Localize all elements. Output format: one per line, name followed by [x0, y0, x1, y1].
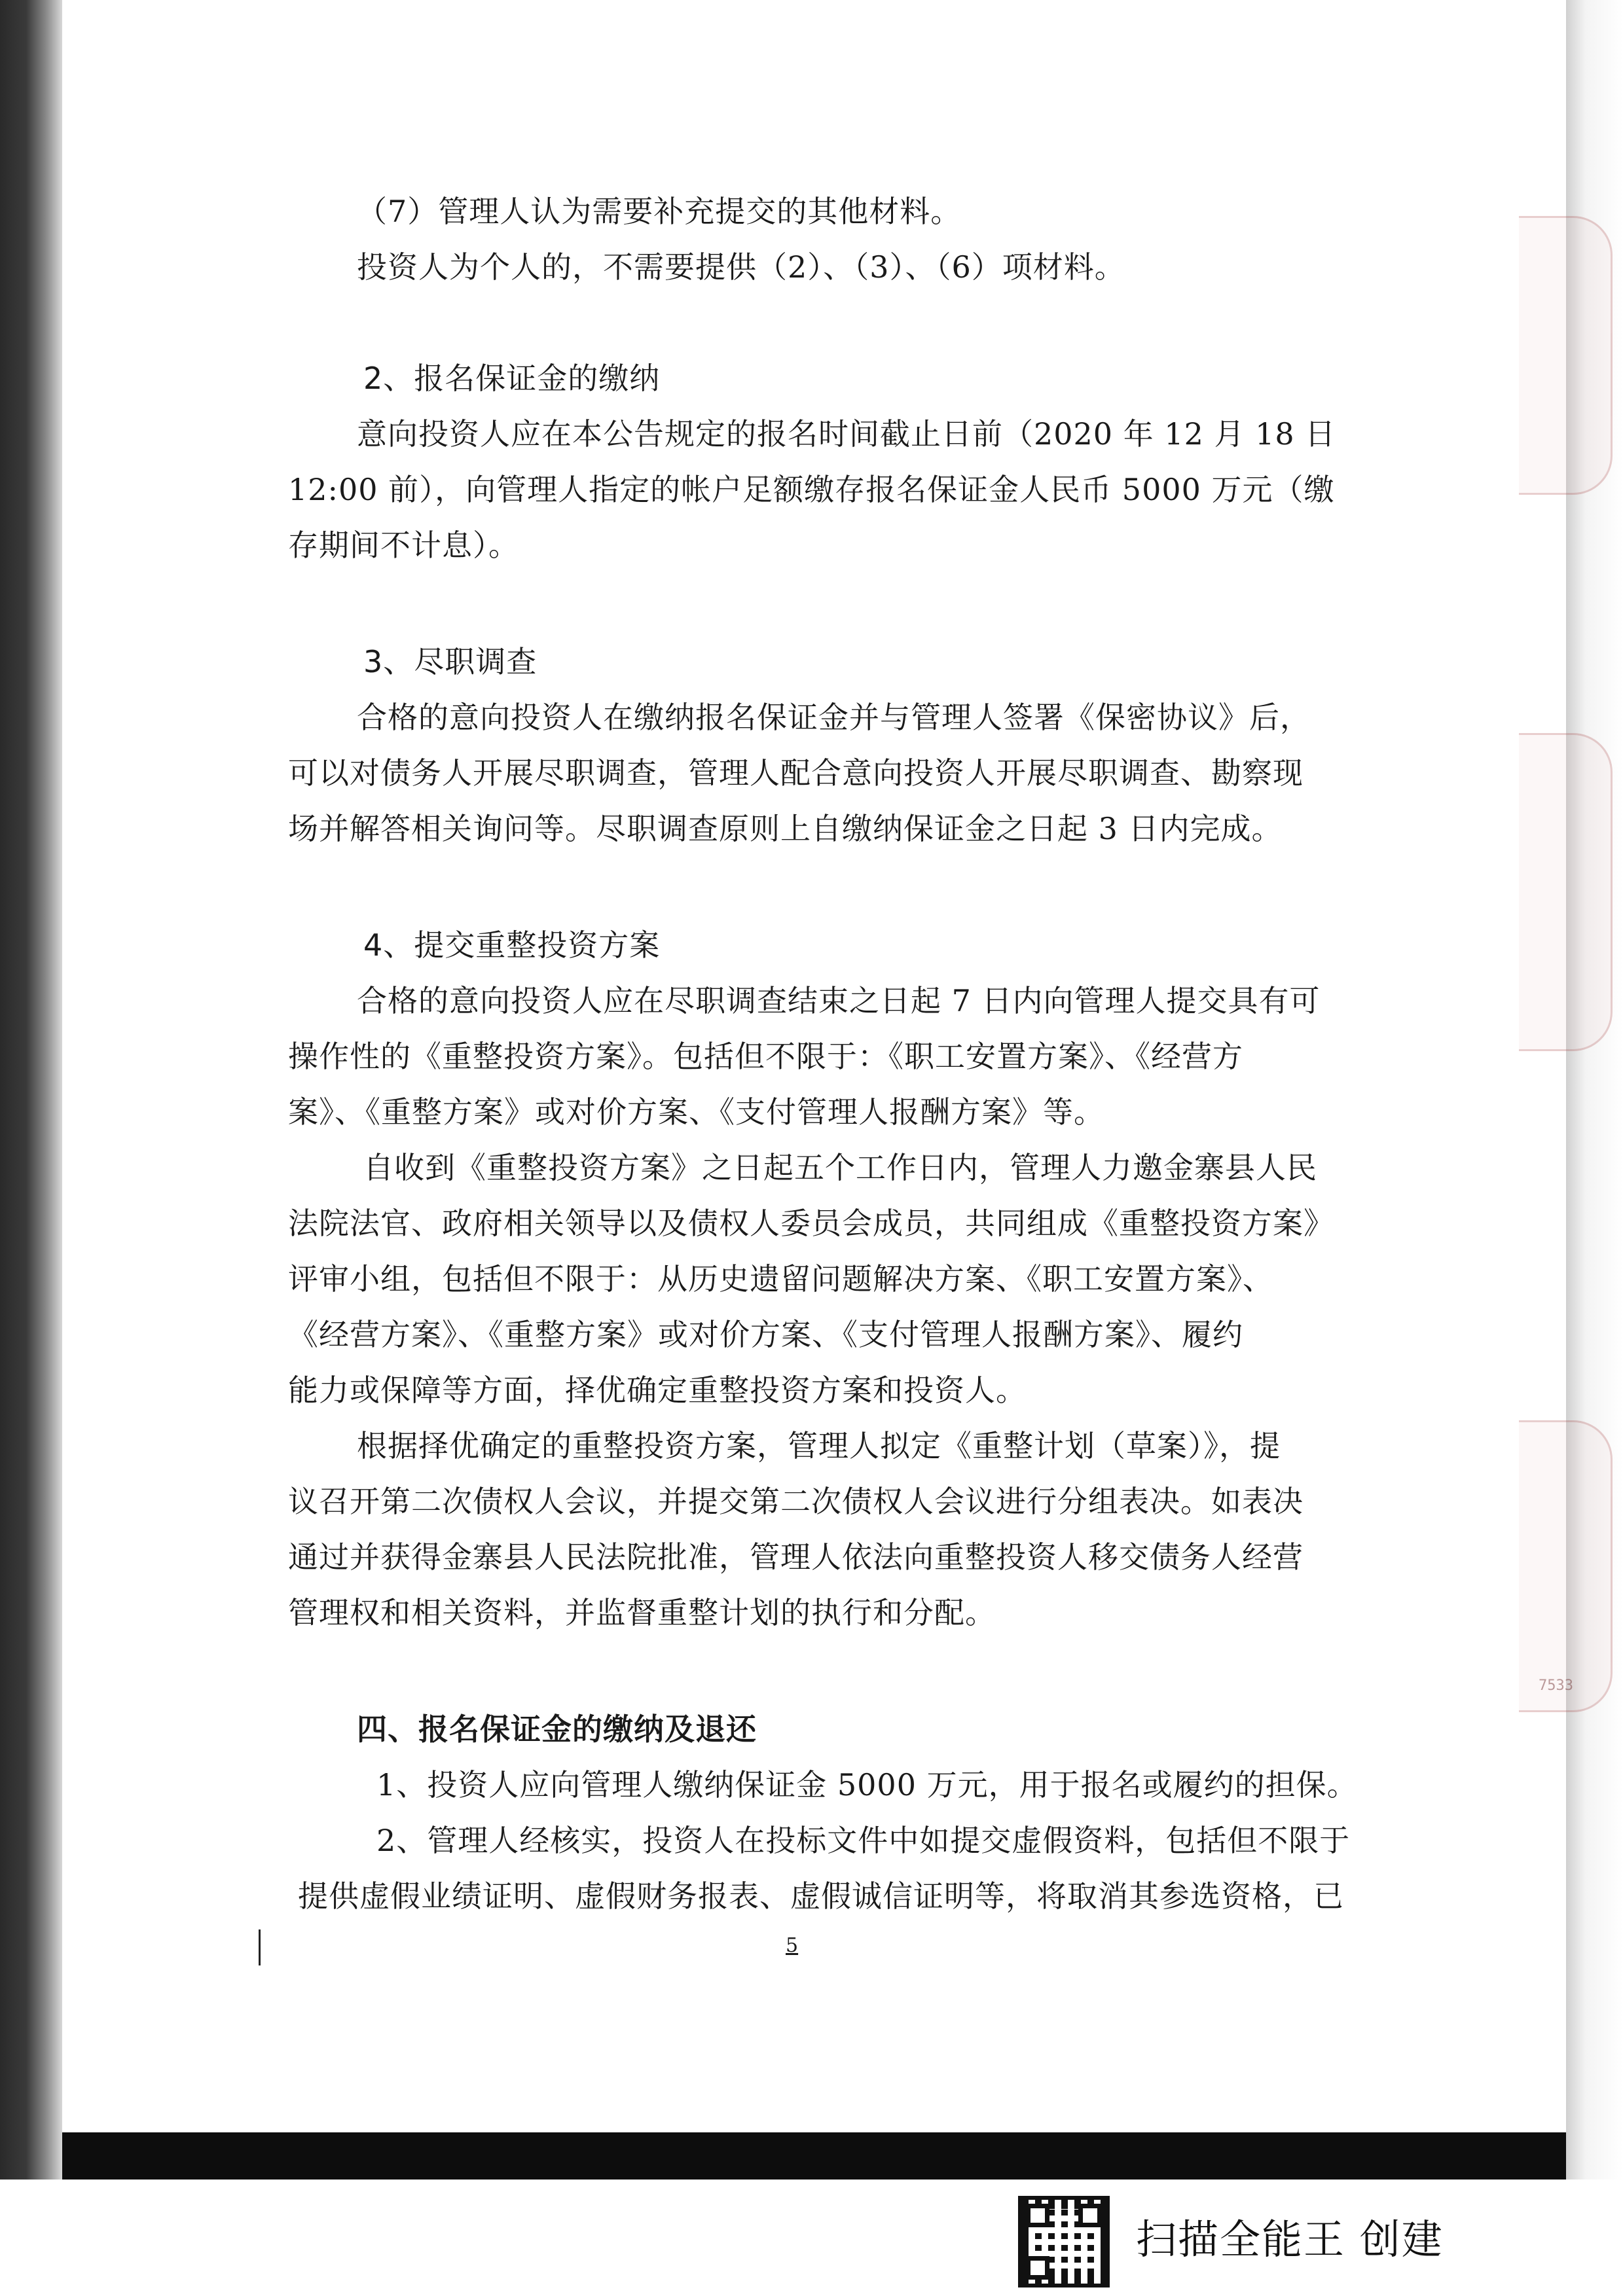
- text-line: 自收到《重整投资方案》之日起五个工作日内，管理人力邀金寨县人民: [363, 1150, 1317, 1185]
- section-heading: 3、尽职调查: [363, 644, 538, 679]
- qr-code-icon: [1018, 2196, 1110, 2287]
- margin-mark: [259, 1929, 261, 1965]
- text-line: 场并解答相关询问等。尽职调查原则上自缴纳保证金之日起 3 日内完成。: [288, 811, 1283, 846]
- text-line: 通过并获得金寨县人民法院批准，管理人依法向重整投资人移交债务人经营: [288, 1539, 1304, 1575]
- page-number: 5: [786, 1934, 799, 1957]
- text-line: 提供虚假业绩证明、虚假财务报表、虚假诚信证明等，将取消其参选资格，已: [298, 1878, 1344, 1914]
- text-line: 存期间不计息）。: [288, 528, 519, 563]
- text-line: 管理权和相关资料，并监督重整计划的执行和分配。: [288, 1595, 996, 1630]
- stamp-number: 7533: [1539, 1677, 1573, 1694]
- text-line: 合格的意向投资人应在尽职调查结束之日起 7 日内向管理人提交具有可: [357, 983, 1321, 1018]
- text-line: 根据择优确定的重整投资方案，管理人拟定《重整计划（草案）》，提: [357, 1428, 1281, 1463]
- text-line: （7）管理人认为需要补充提交的其他材料。: [357, 194, 962, 229]
- text-line: 可以对债务人开展尽职调查，管理人配合意向投资人开展尽职调查、勘察现: [288, 755, 1304, 791]
- text-line: 评审小组，包括但不限于：从历史遗留问题解决方案、《职工安置方案》、: [288, 1261, 1273, 1297]
- text-line: 《经营方案》、《重整方案》或对价方案、《支付管理人报酬方案》、履约: [288, 1317, 1243, 1352]
- text-line: 案》、《重整方案》或对价方案、《支付管理人报酬方案》等。: [288, 1094, 1104, 1130]
- section-heading: 四、报名保证金的缴纳及退还: [357, 1712, 757, 1747]
- scanner-bottom-edge: [62, 2132, 1566, 2179]
- text-line: 操作性的《重整投资方案》。包括但不限于：《职工安置方案》、《经营方: [288, 1039, 1243, 1074]
- text-line: 2、管理人经核实，投资人在投标文件中如提交虚假资料，包括但不限于: [376, 1823, 1351, 1858]
- text-line: 12:00 前），向管理人指定的帐户足额缴存报名保证金人民币 5000 万元（缴: [288, 472, 1335, 507]
- text-line: 法院法官、政府相关领导以及债权人委员会成员，共同组成《重整投资方案》: [288, 1206, 1334, 1241]
- text-line: 投资人为个人的，不需要提供（2）、（3）、（6）项材料。: [357, 249, 1125, 285]
- text-line: 能力或保障等方面，择优确定重整投资方案和投资人。: [288, 1372, 1027, 1408]
- text-line: 议召开第二次债权人会议，并提交第二次债权人会议进行分组表决。如表决: [288, 1484, 1304, 1519]
- text-line: 合格的意向投资人在缴纳报名保证金并与管理人签署《保密协议》后，: [357, 700, 1311, 735]
- text-line: 1、投资人应向管理人缴纳保证金 5000 万元，用于报名或履约的担保。: [376, 1767, 1358, 1803]
- text-line: 意向投资人应在本公告规定的报名时间截止日前（2020 年 12 月 18 日: [357, 416, 1336, 452]
- section-heading: 2、报名保证金的缴纳: [363, 361, 661, 396]
- section-heading: 4、提交重整投资方案: [363, 927, 661, 963]
- scanner-watermark: 扫描全能王 创建: [1136, 2215, 1444, 2263]
